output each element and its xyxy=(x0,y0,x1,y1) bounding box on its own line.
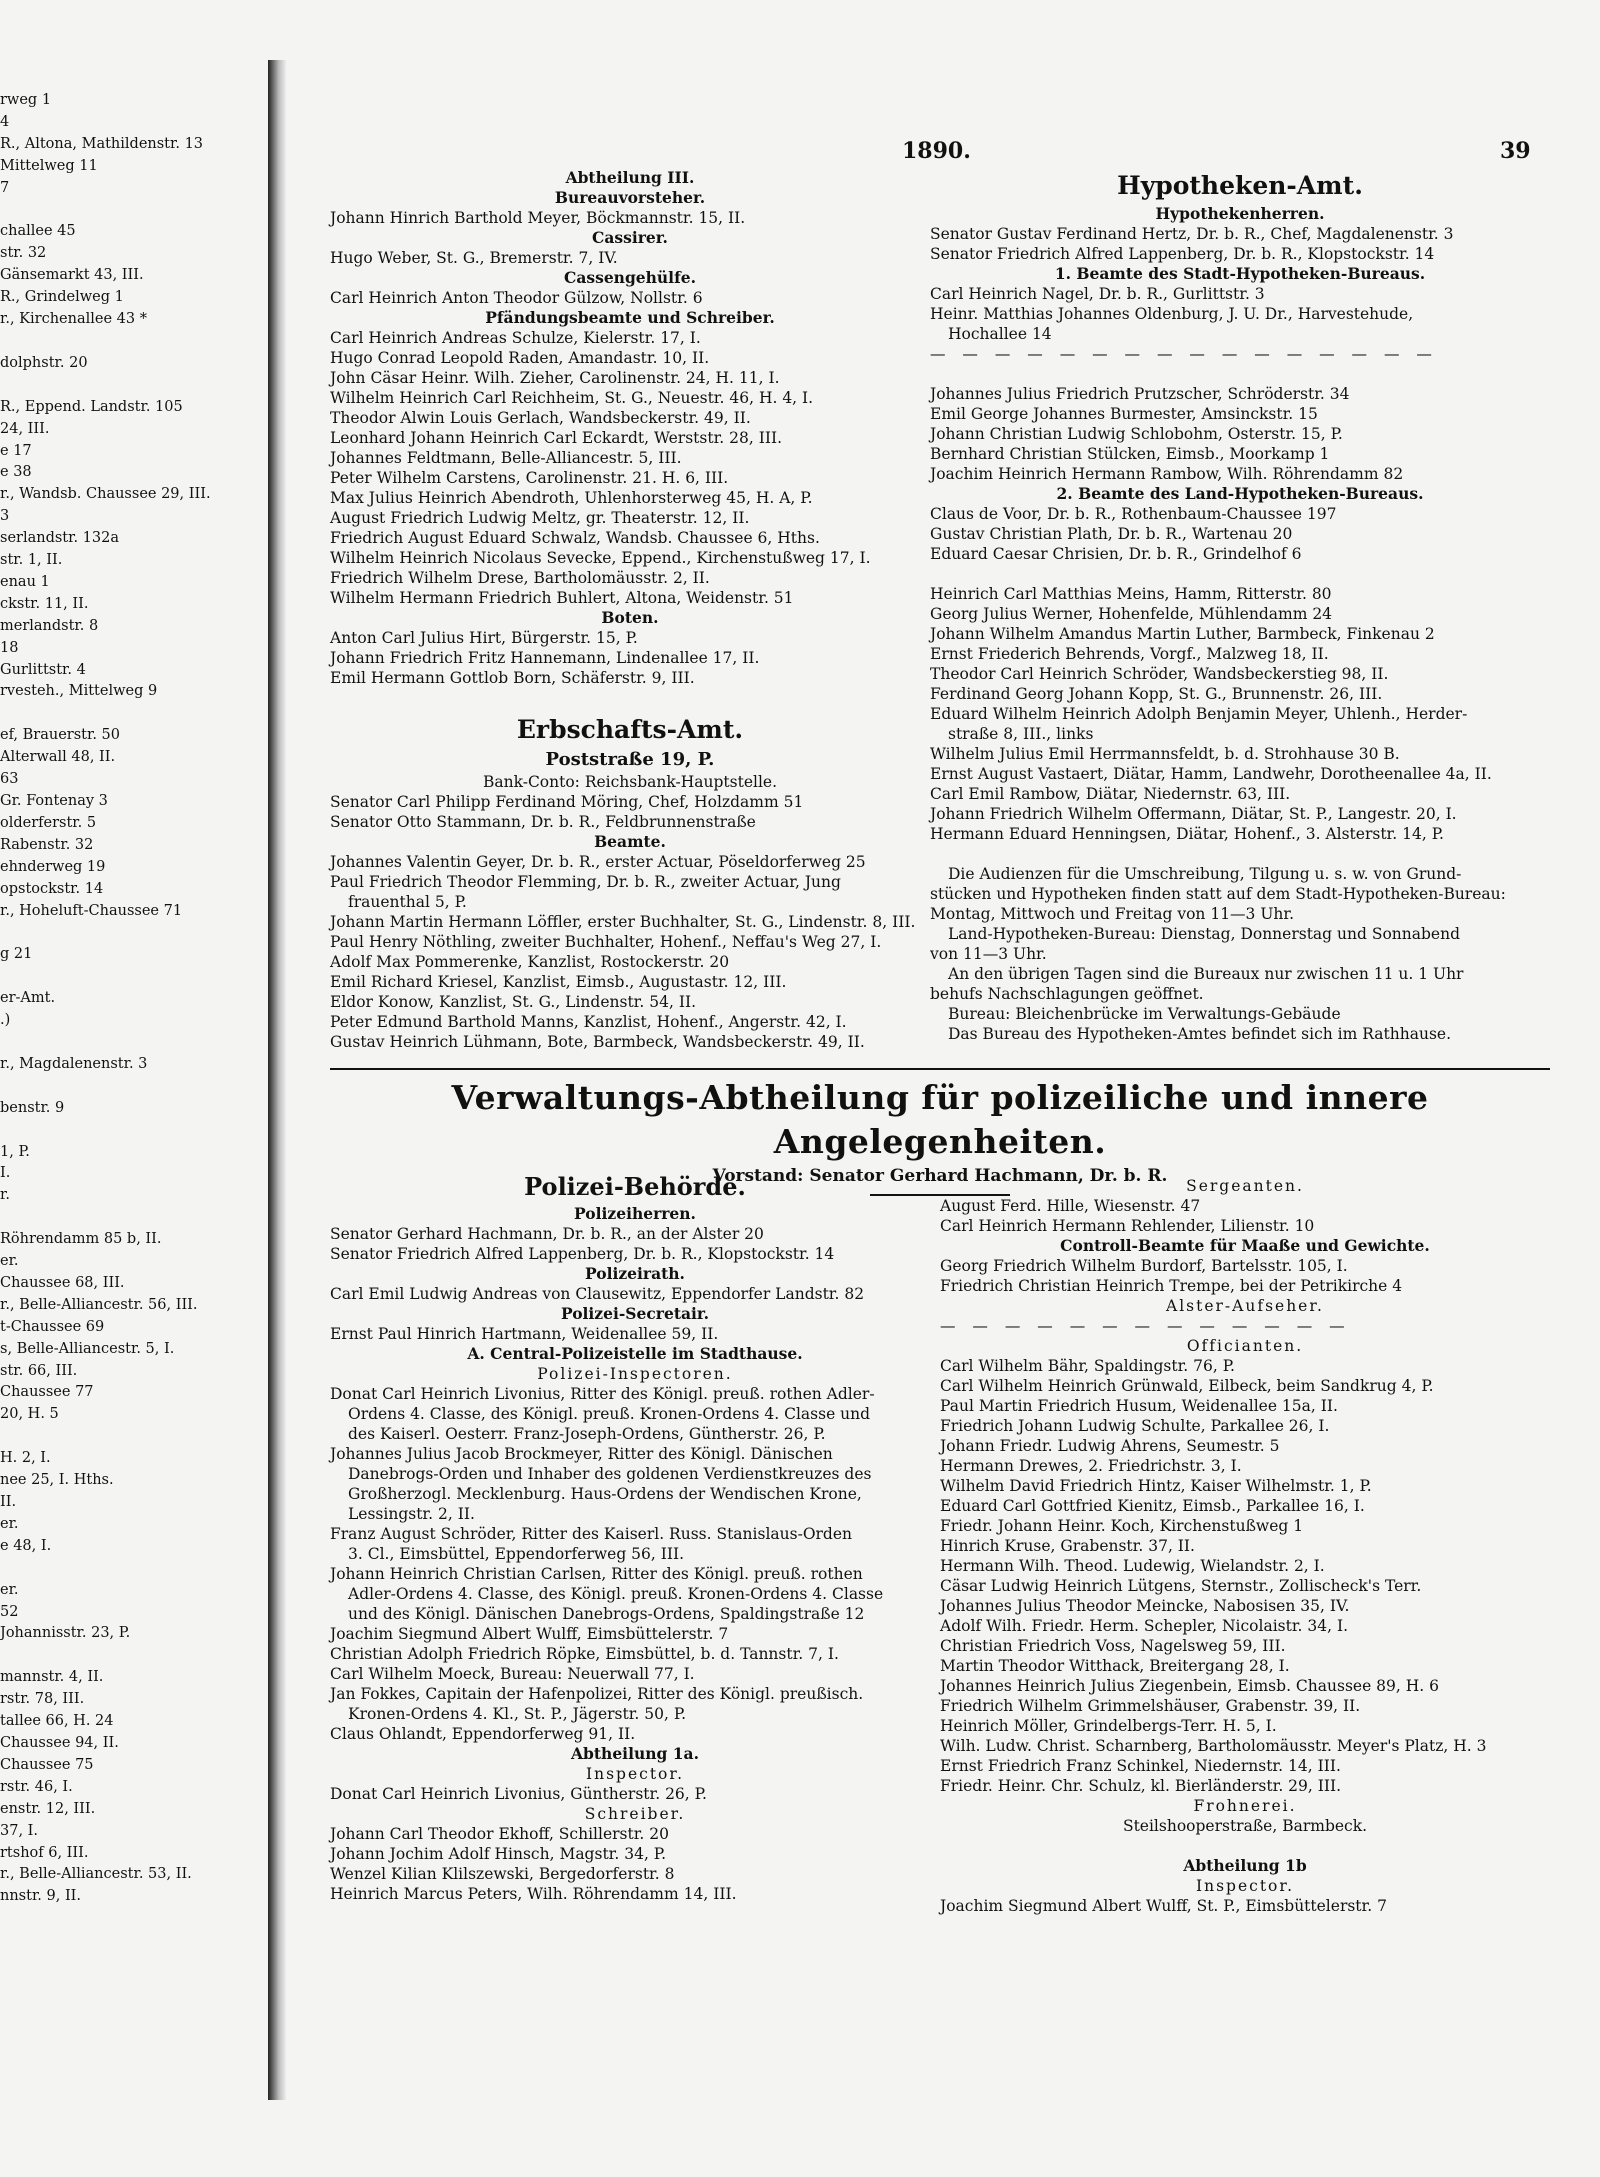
abtheilung-iii-line: Anton Carl Julius Hirt, Bürgerstr. 15, P. xyxy=(330,629,638,647)
left-fragment-line: e 38 xyxy=(0,464,32,481)
hypotheken-line: 1. Beamte des Stadt-Hypotheken-Bureaus. xyxy=(1054,264,1426,283)
abtheilung-iii-line: Friedrich August Eduard Schwalz, Wandsb. Chaussee 6, Hths. xyxy=(330,529,820,547)
hypotheken-line: von 11—3 Uhr. xyxy=(930,945,1047,963)
polizei-line: Jan Fokkes, Capitain der Hafenpolizei, Ritter des Königl. preußisch. xyxy=(330,1685,864,1703)
hypotheken-line: 2. Beamte des Land-Hypotheken-Bureaus. xyxy=(1056,484,1424,503)
left-fragment-line: ehnderweg 19 xyxy=(0,858,106,875)
abtheilung-iii-line: Friedrich Wilhelm Drese, Bartholomäusstr. 2, II. xyxy=(330,569,710,587)
sergeanten-line: Johann Friedr. Ludwig Ahrens, Seumestr. 5 xyxy=(940,1437,1280,1455)
erbschafts-line: Bank-Conto: Reichsbank-Hauptstelle. xyxy=(482,773,778,791)
left-fragment-line: Chaussee 94, II. xyxy=(0,1734,119,1751)
erbschafts-line: Paul Friedrich Theodor Flemming, Dr. b. R., zweiter Actuar, Jung xyxy=(330,873,841,891)
left-fragment-line: r., Belle-Alliancestr. 56, III. xyxy=(0,1296,198,1313)
polizei-line: Ernst Paul Hinrich Hartmann, Weidenallee 59, II. xyxy=(330,1325,719,1343)
sergeanten-line: Martin Theodor Witthack, Breitergang 28, I. xyxy=(940,1657,1290,1675)
left-fragment-line: mannstr. 4, II. xyxy=(0,1669,104,1686)
page-year: 1890. xyxy=(902,138,971,164)
abtheilung-iii-line: Johann Friedrich Fritz Hannemann, Lindenallee 17, II. xyxy=(330,649,760,667)
hypotheken-line: Theodor Carl Heinrich Schröder, Wandsbeckerstieg 98, II. xyxy=(930,665,1389,683)
left-fragment-line xyxy=(0,200,268,222)
section-sergeanten xyxy=(940,1176,1550,1916)
erbschafts-line: Beamte. xyxy=(594,832,666,851)
sergeanten-line: Officianten. xyxy=(1186,1337,1304,1355)
polizei-line: 3. Cl., Eimsbüttel, Eppendorferweg 56, III. xyxy=(348,1545,685,1563)
sergeanten-line: Joachim Siegmund Albert Wulff, St. P., Eimsbüttelerstr. 7 xyxy=(940,1897,1387,1915)
left-fragment-line: Alterwall 48, II. xyxy=(0,749,116,766)
hypotheken-line: Claus de Voor, Dr. b. R., Rothenbaum-Chaussee 197 xyxy=(930,505,1337,523)
erbschafts-line: Peter Edmund Barthold Manns, Kanzlist, Hohenf., Angerstr. 42, I. xyxy=(330,1013,847,1031)
sergeanten-line: Ernst Friedrich Franz Schinkel, Niedernstr. 14, III. xyxy=(940,1757,1341,1775)
polizei-line: Donat Carl Heinrich Livonius, Ritter des Königl. preuß. rothen Adler- xyxy=(330,1385,875,1403)
sergeanten-line: Wilhelm David Friedrich Hintz, Kaiser Wilhelmstr. 1, P. xyxy=(940,1477,1372,1495)
left-fragment-line: H. 2, I. xyxy=(0,1450,51,1467)
column-abtheilung-iii xyxy=(330,168,930,688)
hypotheken-line: Johann Wilhelm Amandus Martin Luther, Barmbeck, Finkenau 2 xyxy=(930,625,1435,643)
left-fragment-line xyxy=(0,966,268,988)
left-fragment-line: 4 xyxy=(0,113,10,130)
left-fragment-line: e 48, I. xyxy=(0,1537,52,1554)
left-fragment-line: 63 xyxy=(0,771,19,788)
divider-top xyxy=(330,1068,1550,1070)
left-fragment-line: Mittelweg 11 xyxy=(0,157,98,174)
hypotheken-line: Hochallee 14 xyxy=(948,325,1052,343)
hypotheken-line: behufs Nachschlagungen geöffnet. xyxy=(930,985,1204,1003)
hypotheken-line: Eduard Caesar Chrisien, Dr. b. R., Grindelhof 6 xyxy=(930,545,1302,563)
sergeanten-line: Eduard Carl Gottfried Kienitz, Eimsb., Parkallee 16, I. xyxy=(940,1497,1365,1515)
left-fragment-line: r., Belle-Alliancestr. 53, II. xyxy=(0,1866,192,1883)
hypotheken-line xyxy=(930,364,1550,384)
hypotheken-line: Land-Hypotheken-Bureau: Dienstag, Donnerstag und Sonnabend xyxy=(948,925,1460,943)
hypotheken-line: Die Audienzen für die Umschreibung, Tilgung u. s. w. von Grund- xyxy=(948,865,1462,883)
polizei-line: Carl Wilhelm Moeck, Bureau: Neuerwall 77, I. xyxy=(330,1665,695,1683)
hypotheken-line: straße 8, III., links xyxy=(948,725,1094,743)
polizei-line: Carl Emil Ludwig Andreas von Clausewitz, Eppendorfer Landstr. 82 xyxy=(330,1285,865,1303)
left-fragment-line: 1, P. xyxy=(0,1143,30,1160)
hypotheken-title: Hypotheken-Amt. xyxy=(1117,171,1363,200)
left-fragment-line: opstockstr. 14 xyxy=(0,880,104,897)
polizei-line: Inspector. xyxy=(585,1765,685,1783)
left-fragment-line: 24, III. xyxy=(0,420,50,437)
polizei-line: Polizei-Secretair. xyxy=(560,1304,710,1323)
left-fragment-line: tallee 66, H. 24 xyxy=(0,1713,114,1730)
sergeanten-line: Paul Martin Friedrich Husum, Weidenallee 15a, II. xyxy=(940,1397,1338,1415)
sergeanten-line: Sergeanten. xyxy=(1186,1177,1304,1195)
left-fragment-line xyxy=(0,375,268,397)
hypotheken-line: Gustav Christian Plath, Dr. b. R., Wartenau 20 xyxy=(930,525,1293,543)
polizei-line: Donat Carl Heinrich Livonius, Güntherstr. 26, P. xyxy=(330,1785,707,1803)
sergeanten-line: Friedrich Christian Heinrich Trempe, bei der Petrikirche 4 xyxy=(940,1277,1403,1295)
abtheilung-iii-line: Theodor Alwin Louis Gerlach, Wandsbeckerstr. 49, II. xyxy=(330,409,751,427)
hypotheken-line: Hermann Eduard Henningsen, Diätar, Hohenf., 3. Alsterstr. 14, P. xyxy=(930,825,1444,843)
abtheilung-iii-line: August Friedrich Ludwig Meltz, gr. Theaterstr. 12, II. xyxy=(330,509,750,527)
left-fragment-line: 3 xyxy=(0,508,10,525)
polizei-line: Christian Adolph Friedrich Röpke, Eimsbüttel, b. d. Tannstr. 7, I. xyxy=(330,1645,839,1663)
polizei-line: A. Central-Polizeistelle im Stadthause. xyxy=(467,1344,803,1363)
polizei-line: Polizeiherren. xyxy=(574,1204,696,1223)
polizei-line: Johann Carl Theodor Ekhoff, Schillerstr. 20 xyxy=(330,1825,670,1843)
polizei-line: Johann Heinrich Christian Carlsen, Ritter des Königl. preuß. rothen xyxy=(330,1565,863,1583)
left-fragment-line: Röhrendamm 85 b, II. xyxy=(0,1231,162,1248)
polizei-line: Schreiber. xyxy=(584,1805,686,1823)
polizei-line: Abtheilung 1a. xyxy=(571,1744,699,1763)
abtheilung-iii-line: Hugo Conrad Leopold Raden, Amandastr. 10, II. xyxy=(330,349,710,367)
left-fragment-line: s, Belle-Alliancestr. 5, I. xyxy=(0,1340,175,1357)
polizei-line: Claus Ohlandt, Eppendorferweg 91, II. xyxy=(330,1725,636,1743)
sergeanten-line: Friedr. Heinr. Chr. Schulz, kl. Bierländerstr. 29, III. xyxy=(940,1777,1342,1795)
abtheilung-iii-line: Emil Hermann Gottlob Born, Schäferstr. 9, III. xyxy=(330,669,695,687)
abtheilung-iii-line: Peter Wilhelm Carstens, Carolinenstr. 21. H. 6, III. xyxy=(330,469,729,487)
hypotheken-line: Hypothekenherren. xyxy=(1155,204,1325,223)
abtheilung-iii-line: Johannes Feldtmann, Belle-Alliancestr. 5, III. xyxy=(330,449,682,467)
section-erbschafts-amt xyxy=(330,712,930,1052)
left-fragment-line: .) xyxy=(0,1012,11,1029)
hypotheken-line: Johannes Julius Friedrich Prutzscher, Schröderstr. 34 xyxy=(930,385,1350,403)
left-fragment-line: R., Altona, Mathildenstr. 13 xyxy=(0,135,204,152)
polizei-line: Ordens 4. Classe, des Königl. preuß. Kronen-Ordens 4. Classe und xyxy=(348,1405,871,1423)
sergeanten-line: Johannes Julius Theodor Meincke, Nabosisen 35, IV. xyxy=(940,1597,1350,1615)
hypotheken-line: stücken und Hypotheken finden statt auf dem Stadt-Hypotheken-Bureau: xyxy=(930,885,1506,903)
polizei-line: Wenzel Kilian Klilszewski, Bergedorferstr. 8 xyxy=(330,1865,675,1883)
abtheilung-iii-line: Boten. xyxy=(601,608,659,627)
sergeanten-line: Alster-Aufseher. xyxy=(1166,1297,1324,1315)
left-fragment-line xyxy=(0,1645,268,1667)
sergeanten-line: Friedrich Johann Ludwig Schulte, Parkallee 26, I. xyxy=(940,1417,1330,1435)
polizei-line: Senator Gerhard Hachmann, Dr. b. R., an der Alster 20 xyxy=(330,1225,764,1243)
left-fragment-line: r., Wandsb. Chaussee 29, III. xyxy=(0,486,211,503)
left-fragment-line: olderferstr. 5 xyxy=(0,814,97,831)
erbschafts-line: Senator Otto Stammann, Dr. b. R., Feldbrunnenstraße xyxy=(330,813,756,831)
left-fragment-line: er. xyxy=(0,1515,19,1532)
sergeanten-line: Heinrich Möller, Grindelbergs-Terr. H. 5, I. xyxy=(940,1717,1277,1735)
hypotheken-line: — — — — — — — — — — — — — — — — xyxy=(930,345,1438,363)
left-fragment-line xyxy=(0,1207,268,1229)
polizei-line: Kronen-Ordens 4. Kl., St. P., Jägerstr. 50, P. xyxy=(348,1705,687,1723)
sergeanten-line: Hermann Wilh. Theod. Ludewig, Wielandstr. 2, I. xyxy=(940,1557,1325,1575)
left-fragment-line: II. xyxy=(0,1494,17,1510)
erbschafts-address: Poststraße 19, P. xyxy=(545,749,715,770)
sergeanten-line: August Ferd. Hille, Wiesenstr. 47 xyxy=(940,1197,1201,1215)
polizei-line: Franz August Schröder, Ritter des Kaiserl. Russ. Stanislaus-Orden xyxy=(330,1525,853,1543)
left-fragment-line: Gurlittstr. 4 xyxy=(0,661,86,678)
abtheilung-iii-line: Abtheilung III. xyxy=(565,168,695,187)
left-fragment-line: rtshof 6, III. xyxy=(0,1844,89,1861)
polizei-line: Senator Friedrich Alfred Lappenberg, Dr. b. R., Klopstockstr. 14 xyxy=(330,1245,835,1263)
left-fragment-line: Gänsemarkt 43, III. xyxy=(0,267,144,284)
section-hypotheken-amt xyxy=(930,168,1550,1044)
left-fragment-line: rstr. 46, I. xyxy=(0,1778,73,1795)
left-fragment-line: Gr. Fontenay 3 xyxy=(0,793,108,809)
abtheilung-iii-line: Cassengehülfe. xyxy=(563,268,696,287)
erbschafts-line: Adolf Max Pommerenke, Kanzlist, Rostockerstr. 20 xyxy=(330,953,730,971)
sergeanten-line: Abtheilung 1b xyxy=(1183,1856,1307,1875)
abtheilung-iii-line: Carl Heinrich Anton Theodor Gülzow, Nollstr. 6 xyxy=(330,289,703,307)
polizei-line: Polizei-Inspectoren. xyxy=(537,1365,733,1383)
erbschafts-line: Senator Carl Philipp Ferdinand Möring, Chef, Holzdamm 51 xyxy=(330,793,804,811)
erbschafts-line: Johannes Valentin Geyer, Dr. b. R., erster Actuar, Pöseldorferweg 25 xyxy=(330,853,866,871)
hypotheken-line xyxy=(930,844,1550,864)
abtheilung-iii-line: Leonhard Johann Heinrich Carl Eckardt, Werststr. 28, III. xyxy=(330,429,782,447)
left-fragment-line: r., Hoheluft-Chaussee 71 xyxy=(0,902,183,919)
left-fragment-line: nnstr. 9, II. xyxy=(0,1888,82,1905)
left-fragment-line xyxy=(0,1032,268,1054)
polizei-title: Polizei-Behörde. xyxy=(524,1172,746,1201)
left-fragment-line: r., Kirchenallee 43 * xyxy=(0,311,147,328)
left-fragment-line: Chaussee 77 xyxy=(0,1384,94,1401)
abtheilung-iii-line: John Cäsar Heinr. Wilh. Zieher, Carolinenstr. 24, H. 11, I. xyxy=(330,369,780,387)
left-fragment-line: merlandstr. 8 xyxy=(0,617,99,634)
sergeanten-line: Cäsar Ludwig Heinrich Lütgens, Sternstr., Zollischeck's Terr. xyxy=(940,1577,1422,1595)
left-fragment-line: er. xyxy=(0,1581,19,1598)
abtheilung-iii-line: Wilhelm Heinrich Nicolaus Sevecke, Eppend., Kirchenstußweg 17, I. xyxy=(330,549,871,567)
left-fragment-line: 37, I. xyxy=(0,1822,39,1839)
hypotheken-line: Bureau: Bleichenbrücke im Verwaltungs-Gebäude xyxy=(948,1005,1341,1023)
hypotheken-line: Ferdinand Georg Johann Kopp, St. G., Brunnenstr. 26, III. xyxy=(930,685,1383,703)
hypotheken-line: Carl Heinrich Nagel, Dr. b. R., Gurlittstr. 3 xyxy=(930,285,1265,303)
left-fragment-line: 20, H. 5 xyxy=(0,1406,59,1423)
polizei-line: Heinrich Marcus Peters, Wilh. Röhrendamm 14, III. xyxy=(330,1885,737,1903)
sergeanten-line: Controll-Beamte für Maaße und Gewichte. xyxy=(1060,1236,1430,1255)
left-fragment-line: r. xyxy=(0,1187,10,1204)
hypotheken-line: Georg Julius Werner, Hohenfelde, Mühlendamm 24 xyxy=(930,605,1333,623)
section-polizei-behoerde xyxy=(330,1170,940,1904)
erbschafts-line: Emil Richard Kriesel, Kanzlist, Eimsb., Augustastr. 12, III. xyxy=(330,973,787,991)
hypotheken-line: Wilhelm Julius Emil Herrmannsfeldt, b. d. Strohhause 30 B. xyxy=(930,745,1400,763)
erbschafts-line: Eldor Konow, Kanzlist, St. G., Lindenstr. 54, II. xyxy=(330,993,696,1011)
hypotheken-line: Joachim Heinrich Hermann Rambow, Wilh. Röhrendamm 82 xyxy=(930,465,1404,483)
sergeanten-line: Wilh. Ludw. Christ. Scharnberg, Bartholomäusstr. Meyer's Platz, H. 3 xyxy=(940,1737,1487,1755)
left-fragment-line: Chaussee 68, III. xyxy=(0,1274,125,1291)
left-fragment-line: I. xyxy=(0,1165,11,1182)
left-fragment-line: Rabenstr. 32 xyxy=(0,836,94,853)
verwaltung-title: Verwaltungs-Abtheilung für polizeiliche und innere Angelegenheiten. xyxy=(451,1078,1429,1161)
left-fragment-line: benstr. 9 xyxy=(0,1099,65,1116)
left-fragment-line xyxy=(0,1120,268,1142)
abtheilung-iii-line: Wilhelm Heinrich Carl Reichheim, St. G., Neuestr. 46, H. 4, I. xyxy=(330,389,814,407)
hypotheken-line: Johann Christian Ludwig Schlobohm, Osterstr. 15, P. xyxy=(930,425,1343,443)
left-fragment-line: g 21 xyxy=(0,946,33,963)
hypotheken-line: Heinrich Carl Matthias Meins, Hamm, Ritterstr. 80 xyxy=(930,585,1332,603)
hypotheken-line: An den übrigen Tagen sind die Bureaux nur zwischen 11 u. 1 Uhr xyxy=(948,965,1464,983)
hypotheken-line: Senator Friedrich Alfred Lappenberg, Dr. b. R., Klopstockstr. 14 xyxy=(930,245,1435,263)
left-fragment-line: rweg 1 xyxy=(0,92,52,108)
hypotheken-line: Das Bureau des Hypotheken-Amtes befindet sich im Rathhause. xyxy=(948,1025,1451,1043)
erbschafts-title: Erbschafts-Amt. xyxy=(516,715,744,744)
polizei-line: Lessingstr. 2, II. xyxy=(348,1505,475,1523)
hypotheken-line: Heinr. Matthias Johannes Oldenburg, J. U. Dr., Harvestehude, xyxy=(930,305,1414,323)
left-fragment-line: er. xyxy=(0,1253,19,1270)
verwaltung-vorstand: Vorstand: Senator Gerhard Hachmann, Dr. b. R. xyxy=(712,1166,1168,1186)
sergeanten-line: Johannes Heinrich Julius Ziegenbein, Eimsb. Chaussee 89, H. 6 xyxy=(940,1677,1439,1695)
abtheilung-iii-line: Max Julius Heinrich Abendroth, Uhlenhorsterweg 45, H. A, P. xyxy=(330,489,813,507)
hypotheken-line: Senator Gustav Ferdinand Hertz, Dr. b. R., Chef, Magdalenenstr. 3 xyxy=(930,225,1454,243)
abtheilung-iii-line: Johann Hinrich Barthold Meyer, Böckmannstr. 15, II. xyxy=(330,209,746,227)
abtheilung-iii-line: Hugo Weber, St. G., Bremerstr. 7, IV. xyxy=(330,249,618,267)
erbschafts-line: Paul Henry Nöthling, zweiter Buchhalter, Hohenf., Neffau's Weg 27, I. xyxy=(330,933,882,951)
left-fragment-line: 52 xyxy=(0,1603,19,1620)
hypotheken-line: Ernst Friederich Behrends, Vorgf., Malzweg 18, II. xyxy=(930,645,1329,663)
left-fragment-line: Johannisstr. 23, P. xyxy=(0,1625,131,1642)
hypotheken-line: Montag, Mittwoch und Freitag von 11—3 Uhr. xyxy=(930,905,1295,923)
left-fragment-line xyxy=(0,1558,268,1580)
abtheilung-iii-line: Pfändungsbeamte und Schreiber. xyxy=(485,308,775,327)
left-fragment-line xyxy=(0,1426,268,1448)
abtheilung-iii-line: Bureauvorsteher. xyxy=(554,188,706,207)
left-fragment-line: dolphstr. 20 xyxy=(0,354,88,371)
polizei-line: und des Königl. Dänischen Danebrogs-Ordens, Spaldingstraße 12 xyxy=(348,1605,865,1623)
polizei-line: Polizeirath. xyxy=(585,1264,685,1283)
left-fragment-line xyxy=(0,331,268,353)
left-fragment-line: nee 25, I. Hths. xyxy=(0,1472,114,1489)
left-fragment-line: enstr. 12, III. xyxy=(0,1800,96,1817)
erbschafts-line: Johann Martin Hermann Löffler, erster Buchhalter, St. G., Lindenstr. 8, III. xyxy=(330,913,916,931)
sergeanten-line: Hermann Drewes, 2. Friedrichstr. 3, I. xyxy=(940,1457,1242,1475)
hypotheken-line xyxy=(930,564,1550,584)
sergeanten-line: Friedr. Johann Heinr. Koch, Kirchenstußweg 1 xyxy=(940,1517,1304,1535)
sergeanten-line: Hinrich Kruse, Grabenstr. 37, II. xyxy=(940,1537,1195,1555)
abtheilung-iii-line: Carl Heinrich Andreas Schulze, Kielerstr. 17, I. xyxy=(330,329,701,347)
polizei-line: Großherzogl. Mecklenburg. Haus-Ordens der Wendischen Krone, xyxy=(348,1485,862,1503)
left-page-fragment xyxy=(0,90,268,2080)
left-fragment-line: 7 xyxy=(0,179,10,196)
left-fragment-line: rstr. 78, III. xyxy=(0,1691,85,1708)
polizei-line: Johann Jochim Adolf Hinsch, Magstr. 34, P. xyxy=(330,1845,667,1863)
polizei-line: Danebrogs-Orden und Inhaber des goldenen Verdienstkreuzes des xyxy=(348,1465,872,1483)
polizei-line: Johannes Julius Jacob Brockmeyer, Ritter des Königl. Dänischen xyxy=(330,1445,833,1463)
sergeanten-line: Christian Friedrich Voss, Nagelsweg 59, III. xyxy=(940,1637,1286,1655)
hypotheken-line: Bernhard Christian Stülcken, Eimsb., Moorkamp 1 xyxy=(930,445,1330,463)
left-fragment-line: str. 66, III. xyxy=(0,1362,78,1379)
left-fragment-line: ef, Brauerstr. 50 xyxy=(0,727,121,744)
left-fragment-line: challee 45 xyxy=(0,223,76,240)
erbschafts-line: frauenthal 5, P. xyxy=(348,893,467,911)
left-fragment-line: t-Chaussee 69 xyxy=(0,1318,105,1335)
sergeanten-line: Inspector. xyxy=(1195,1877,1295,1895)
left-fragment-line: str. 1, II. xyxy=(0,552,63,569)
sergeanten-line: Steilshooperstraße, Barmbeck. xyxy=(1122,1817,1368,1835)
left-fragment-line xyxy=(0,703,268,725)
left-fragment-line: str. 32 xyxy=(0,245,47,262)
hypotheken-line: Eduard Wilhelm Heinrich Adolph Benjamin Meyer, Uhlenh., Herder- xyxy=(930,705,1468,723)
sergeanten-line xyxy=(940,1836,1550,1856)
abtheilung-iii-line: Cassirer. xyxy=(592,228,668,247)
sergeanten-line: Adolf Wilh. Friedr. Herm. Schepler, Nicolaistr. 34, I. xyxy=(940,1617,1349,1635)
left-fragment-line: serlandstr. 132a xyxy=(0,530,120,547)
left-fragment-line xyxy=(0,1076,268,1098)
left-fragment-line: e 17 xyxy=(0,442,32,459)
abtheilung-iii-line: Wilhelm Hermann Friedrich Buhlert, Altona, Weidenstr. 51 xyxy=(330,589,794,607)
hypotheken-line: Johann Friedrich Wilhelm Offermann, Diätar, St. P., Langestr. 20, I. xyxy=(930,805,1457,823)
page-number: 39 xyxy=(1500,138,1531,164)
left-fragment-line: R., Eppend. Landstr. 105 xyxy=(0,398,183,415)
left-fragment-line: 18 xyxy=(0,639,19,656)
left-fragment-line xyxy=(0,922,268,944)
hypotheken-line: Emil George Johannes Burmester, Amsinckstr. 15 xyxy=(930,405,1318,423)
sergeanten-line: Frohnerei. xyxy=(1193,1797,1297,1815)
erbschafts-line: Gustav Heinrich Lühmann, Bote, Barmbeck, Wandsbeckerstr. 49, II. xyxy=(330,1033,865,1051)
polizei-line: Adler-Ordens 4. Classe, des Königl. preuß. Kronen-Ordens 4. Classe xyxy=(348,1585,884,1603)
left-fragment-line: rvesteh., Mittelweg 9 xyxy=(0,683,158,700)
left-fragment-line: er-Amt. xyxy=(0,990,56,1007)
polizei-line: des Kaiserl. Oesterr. Franz-Joseph-Ordens, Güntherstr. 26, P. xyxy=(348,1425,826,1443)
left-fragment-line: enau 1 xyxy=(0,573,50,590)
left-fragment-line: Chaussee 75 xyxy=(0,1756,94,1773)
hypotheken-line: Carl Emil Rambow, Diätar, Niedernstr. 63, III. xyxy=(930,785,1291,803)
hypotheken-line: Ernst August Vastaert, Diätar, Hamm, Landwehr, Dorotheenallee 4a, II. xyxy=(930,765,1492,783)
sergeanten-line: Carl Wilhelm Heinrich Grünwald, Eilbeck, beim Sandkrug 4, P. xyxy=(940,1377,1434,1395)
sergeanten-line: Carl Wilhelm Bähr, Spaldingstr. 76, P. xyxy=(940,1357,1235,1375)
left-fragment-line: r., Magdalenenstr. 3 xyxy=(0,1055,148,1072)
sergeanten-line: — — — — — — — — — — — — — xyxy=(940,1317,1351,1335)
sergeanten-line: Friedrich Wilhelm Grimmelshäuser, Grabenstr. 39, II. xyxy=(940,1697,1361,1715)
sergeanten-line: Carl Heinrich Hermann Rehlender, Lilienstr. 10 xyxy=(940,1217,1315,1235)
left-fragment-line: ckstr. 11, II. xyxy=(0,595,89,612)
left-fragment-line: R., Grindelweg 1 xyxy=(0,289,124,306)
book-gutter xyxy=(268,60,286,2100)
sergeanten-line: Georg Friedrich Wilhelm Burdorf, Bartelsstr. 105, I. xyxy=(940,1257,1348,1275)
polizei-line: Joachim Siegmund Albert Wulff, Eimsbüttelerstr. 7 xyxy=(330,1625,729,1643)
